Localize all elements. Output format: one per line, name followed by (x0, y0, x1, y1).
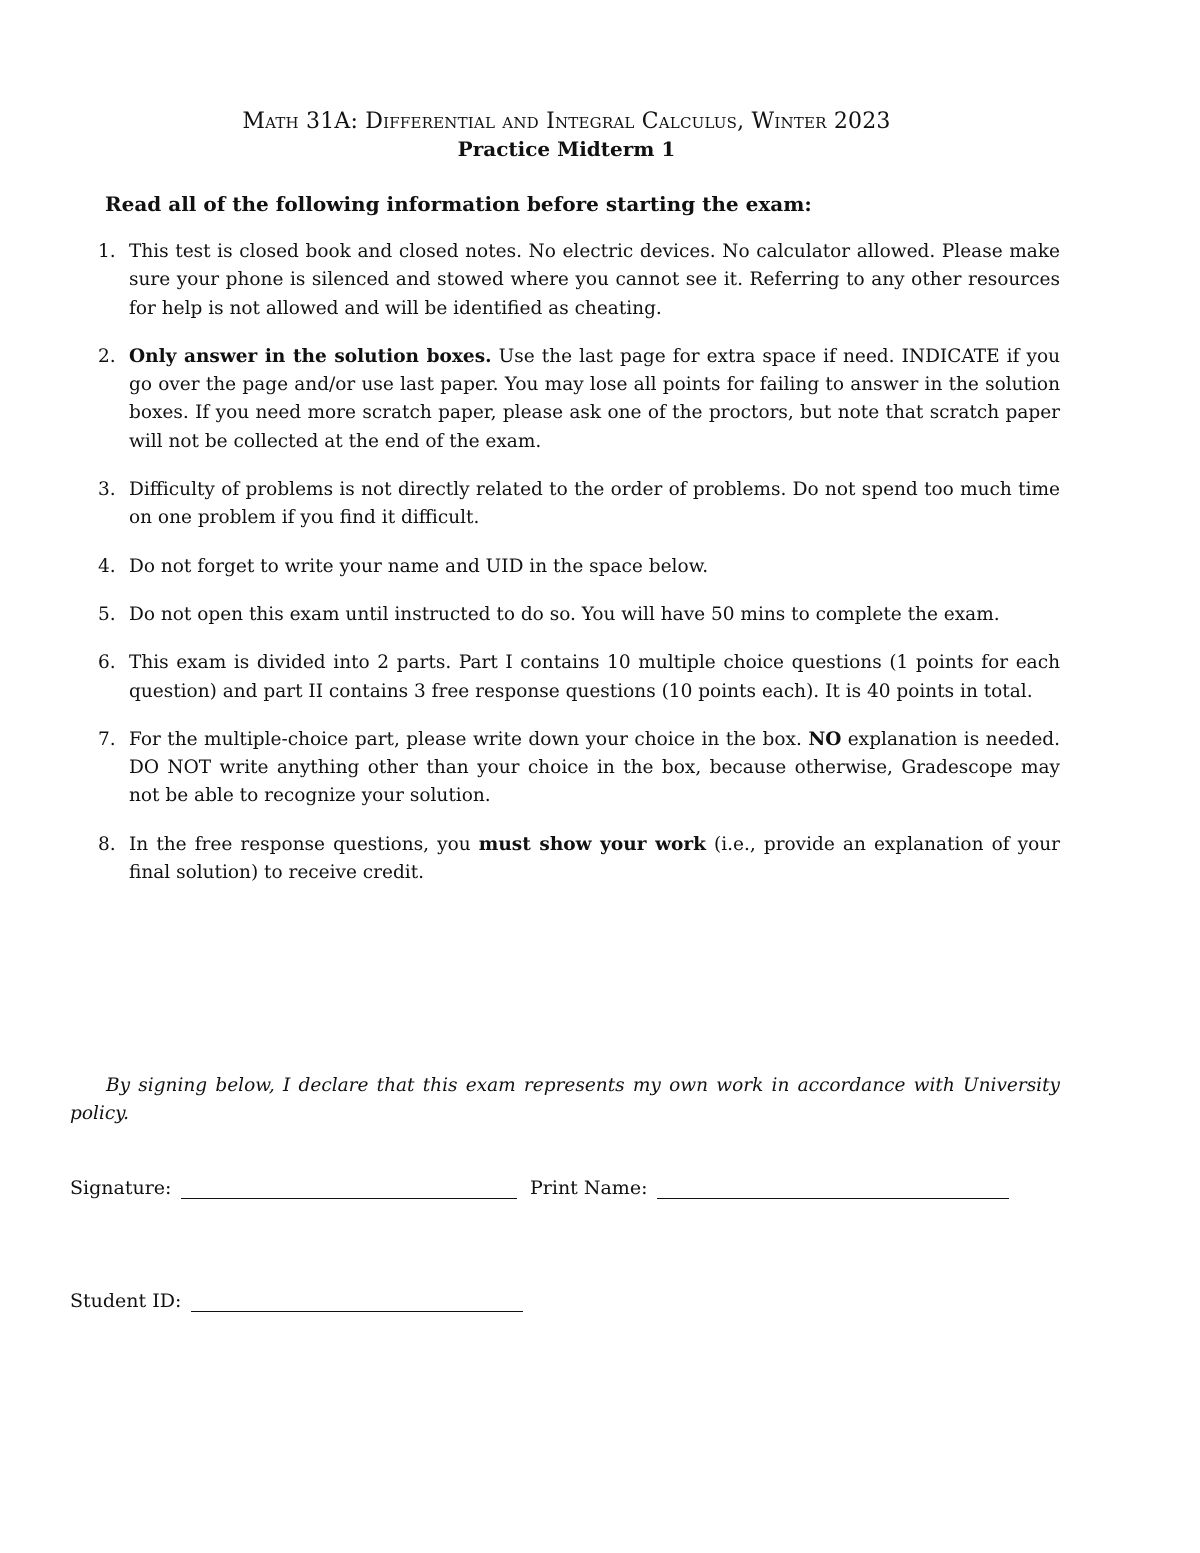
instruction-text: (i.e., provide an explanation of your final solution) to receive credit. (129, 833, 1060, 884)
instructions-heading: Read all of the following information before starting the exam: (105, 192, 812, 216)
instruction-item (98, 476, 1060, 533)
instruction-item (98, 343, 1060, 456)
instruction-item (98, 831, 1060, 888)
course-title: Math 31A: Differential and Integral Calculus, Winter 2023 (242, 109, 891, 134)
integrity-declaration: By signing below, I declare that this exam represents my own work in accordance with University policy. (70, 1075, 1060, 1125)
signature-label: Signature: (70, 1177, 172, 1199)
print-name-field (530, 1177, 1009, 1199)
instruction-number: 7. (98, 728, 116, 750)
instruction-text: Difficulty of problems is not directly related to the order of problems. Do not spend too much time on one problem if you find it difficult. (129, 479, 1060, 529)
signature-field (70, 1177, 517, 1199)
instruction-item (98, 238, 1060, 323)
instruction-number: 6. (98, 652, 116, 674)
print-name-line[interactable] (657, 1178, 1009, 1199)
instruction-bold-text: NO (808, 728, 842, 750)
instruction-text: This exam is divided into 2 parts. Part I contains 10 multiple choice questions (1 points for each question) and part II contains 3 free response questions (10 points each). It is 40 points in total. (129, 652, 1060, 702)
student-id-line[interactable] (191, 1291, 523, 1312)
instruction-text: In the free response questions, you (129, 833, 479, 855)
instruction-text: This test is closed book and closed notes. No electric devices. No calculator allowed. Please make sure your phone is silenced and stowed where you cannot see it. Referring to any other resources for help is not allowed and will be identified as cheating. (129, 241, 1060, 319)
instruction-text: Do not forget to write your name and UID in the space below. (129, 555, 709, 577)
print-name-label: Print Name: (530, 1177, 648, 1199)
instruction-bold-lead: Only answer in the solution boxes. (129, 345, 492, 367)
student-id-field (70, 1290, 523, 1312)
instruction-number: 1. (98, 241, 116, 262)
instruction-text: Use the last page for extra space if need. INDICATE if you go over the page and/or use last paper. You may lose all points for failing to answer in the solution boxes. If you need more scratch paper, please ask one of the proctors, but note that scratch paper will not be collected at the end of the exam. (129, 345, 1060, 452)
instruction-item (98, 726, 1060, 811)
instruction-text: Do not open this exam until instructed to do so. You will have 50 mins to complete the exam. (129, 603, 1000, 625)
exam-title: Practice Midterm 1 (457, 137, 676, 161)
student-id-label: Student ID: (70, 1290, 182, 1312)
instruction-item (98, 553, 1060, 581)
instruction-text: explanation is needed. DO NOT write anything other than your choice in the box, because otherwise, Gradescope may not be able to recognize your solution. (129, 728, 1060, 807)
instruction-number: 5. (98, 603, 116, 625)
instruction-item (98, 649, 1060, 706)
instruction-text: For the multiple-choice part, please write down your choice in the box. (129, 728, 809, 750)
instructions-list (98, 238, 1060, 907)
signature-line[interactable] (181, 1178, 517, 1199)
instruction-item (98, 601, 1060, 629)
instruction-number: 2. (98, 345, 116, 367)
instruction-number: 3. (98, 479, 116, 501)
instruction-number: 8. (98, 833, 116, 855)
instruction-number: 4. (98, 555, 116, 577)
instruction-bold-text: must show your work (478, 833, 706, 855)
